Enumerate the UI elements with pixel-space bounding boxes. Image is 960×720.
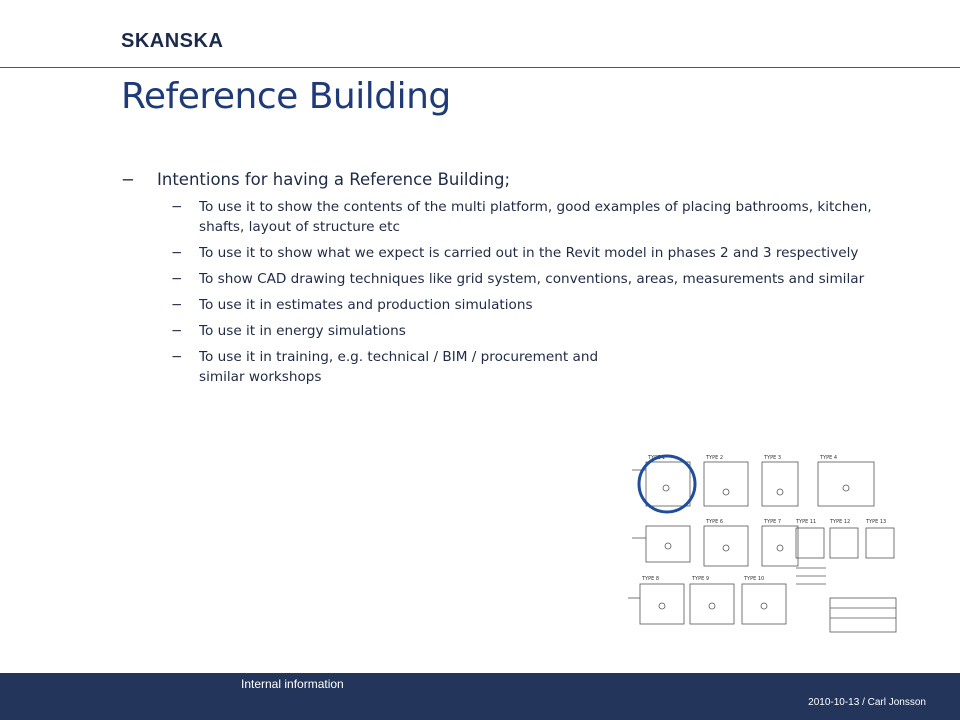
sub-bullet-text: To use it in energy simulations <box>199 323 406 339</box>
type-label: TYPE 7 <box>764 519 782 525</box>
type-label: TYPE 4 <box>820 455 838 461</box>
footer-bar <box>0 673 960 720</box>
bullet-dash: − <box>171 297 183 313</box>
bullet-dash: − <box>171 323 183 339</box>
bullet-dash: − <box>121 170 135 189</box>
bullet-dash: − <box>171 245 183 261</box>
type-label: TYPE 1 <box>648 455 666 461</box>
bullet-list <box>121 170 901 393</box>
company-logo: SKANSKA <box>121 30 224 52</box>
type-label: TYPE 10 <box>744 576 765 582</box>
bullet-dash: − <box>171 349 183 365</box>
bullet-dash: − <box>171 199 183 215</box>
date-author: 2010-10-13 / Carl Jonsson <box>808 697 926 708</box>
sub-bullet <box>121 347 619 387</box>
slide-title: Reference Building <box>121 76 451 117</box>
sub-bullet <box>121 243 901 263</box>
sub-bullet <box>121 321 901 341</box>
type-label: TYPE 9 <box>692 576 710 582</box>
sub-bullet-text: To show CAD drawing techniques like grid system, conventions, areas, measurements and similar <box>199 271 865 287</box>
type-label: TYPE 11 <box>796 519 817 525</box>
type-label: TYPE 13 <box>866 519 887 525</box>
type-label: TYPE 2 <box>706 455 724 461</box>
main-bullet-text: Intentions for having a Reference Building; <box>157 170 511 189</box>
type-label: TYPE 6 <box>706 519 724 525</box>
type-label: TYPE 8 <box>642 576 660 582</box>
bathroom-floor-plans-image <box>626 448 898 636</box>
sub-bullet-text: To use it to show the contents of the multi platform, good examples of placing bathrooms, kitchen, shafts, layout of structure etc <box>199 199 872 235</box>
sub-bullet-text: To use it to show what we expect is carried out in the Revit model in phases 2 and 3 respectively <box>199 245 859 261</box>
sub-bullet <box>121 295 901 315</box>
main-bullet <box>121 170 901 189</box>
sub-bullet-text: To use it in estimates and production simulations <box>199 297 533 313</box>
sub-bullet <box>121 269 901 289</box>
type-label: TYPE 3 <box>764 455 782 461</box>
bullet-dash: − <box>171 271 183 287</box>
highlight-circle <box>639 456 695 512</box>
type-label: TYPE 12 <box>830 519 851 525</box>
sub-bullet <box>121 197 901 237</box>
sub-bullet-text: To use it in training, e.g. technical / BIM / procurement and similar workshops <box>199 349 599 385</box>
header-divider <box>0 67 960 68</box>
classification-label: Internal information <box>241 677 344 691</box>
sub-bullet-list <box>121 197 901 387</box>
